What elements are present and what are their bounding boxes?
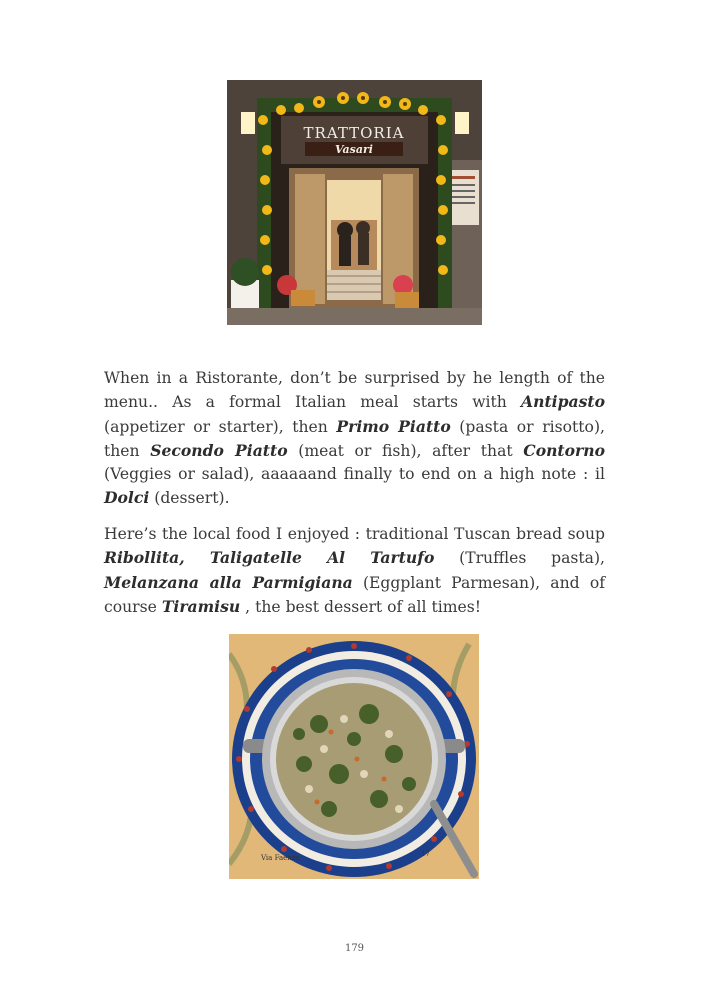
para1-text-6: (dessert). [149, 489, 230, 508]
para1-text-1: When in a Ristorante, don’t be surprised by he length of the menu.. As a formal Italian meal starts with [104, 369, 605, 412]
para2-text-4: , the best dessert of all times! [240, 597, 482, 616]
ribollita-illustration [229, 634, 479, 879]
page-number: 179 [344, 943, 365, 954]
para1-text-5: (Veggies or salad), aaaaaand finally to end on a high note : il [104, 465, 605, 484]
para1-text-2: (appetizer or starter), then [104, 417, 337, 436]
melanzana-term: Melanzana alla Parmigiana [104, 572, 353, 592]
para1-text-3: (pasta or risotto), then [104, 417, 605, 460]
tiramisu-term: Tiramisu [161, 596, 241, 616]
local-food-paragraph [104, 523, 605, 619]
ribollita-photo [229, 634, 479, 879]
antipasto-term: Antipasto [521, 392, 605, 412]
para1-text-4: (meat or fish), after that [287, 441, 524, 460]
secondo-piatto-term: Secondo Piatto [150, 440, 288, 460]
meal-structure-paragraph [104, 367, 605, 511]
dolci-term: Dolci [104, 488, 150, 508]
contorno-term: Contorno [523, 440, 605, 460]
para2-text-1: Here’s the local food I enjoyed : traditional Tuscan bread soup [104, 525, 605, 543]
soup-caption-left: Via Faenza [261, 854, 300, 862]
ribollita-term: Ribollita, Taligatelle Al Tartufo [104, 548, 435, 568]
para2-text-3: (Eggplant Parmesan), and of course [104, 573, 605, 616]
sign-script-text: Vasari [335, 143, 373, 156]
trattoria-photo [227, 80, 482, 325]
sign-name-text: TRATTORIA [303, 124, 405, 142]
primo-piatto-term: Primo Piatto [336, 416, 451, 436]
soup-caption-right: 17 [421, 850, 430, 858]
para2-text-2: (Truffles pasta), [434, 549, 606, 568]
trattoria-illustration [227, 80, 482, 325]
